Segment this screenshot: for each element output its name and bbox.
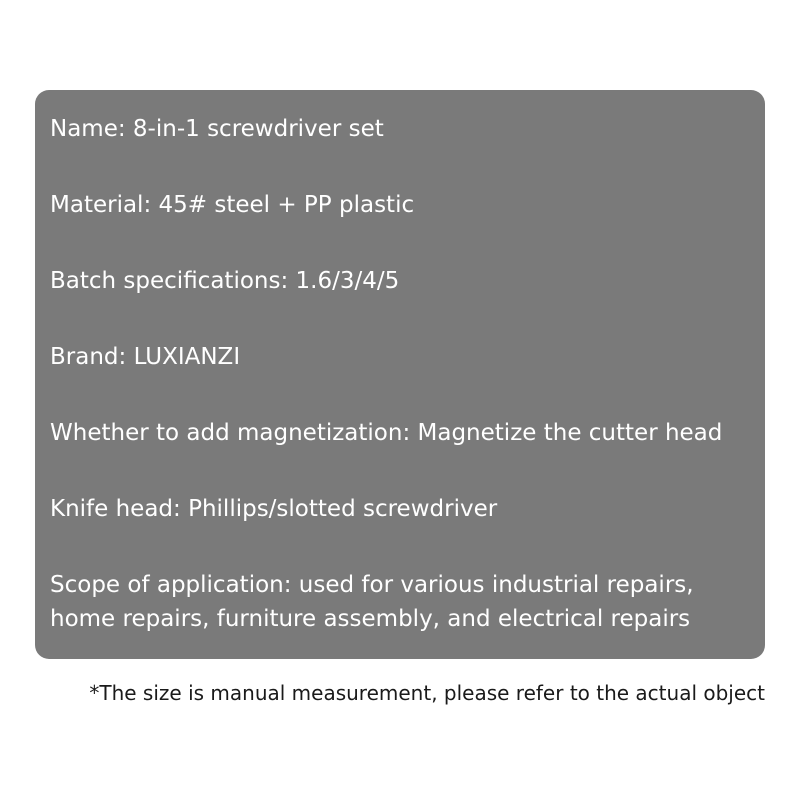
spec-name-label: Name xyxy=(50,116,118,142)
spec-brand: Brand: LUXIANZI xyxy=(50,344,241,370)
spec-batch-label: Batch specifications xyxy=(50,268,281,294)
spec-batch-value: 1.6/3/4/5 xyxy=(295,268,400,294)
size-disclaimer-footnote: *The size is manual measurement, please refer to the actual object xyxy=(89,681,765,705)
spec-scope-value: used for various industrial repairs, xyxy=(298,572,694,598)
spec-scope-continued xyxy=(50,602,755,636)
spec-brand-value: LUXIANZI xyxy=(133,344,241,370)
spec-name-value: 8-in-1 screwdriver set xyxy=(132,116,384,142)
spec-brand-label: Brand xyxy=(50,344,119,370)
spec-batch: Batch specifications: 1.6/3/4/5 xyxy=(50,268,400,294)
spec-scope-value-line2: home repairs, furniture assembly, and electrical repairs xyxy=(50,606,691,632)
spec-panel xyxy=(35,90,765,659)
spec-name: Name: 8-in-1 screwdriver set xyxy=(50,116,384,142)
spec-knife-head-label: Knife head xyxy=(50,496,174,522)
spec-knife-head: Knife head: Phillips/slotted screwdriver xyxy=(50,496,498,522)
spec-magnetization: Whether to add magnetization: Magnetize the cutter head xyxy=(50,420,723,446)
spec-scope: Scope of application: used for various industrial repairs, xyxy=(50,572,694,598)
spec-material-value: 45# steel + PP plastic xyxy=(158,192,415,218)
spec-magnetization-value: Magnetize the cutter head xyxy=(417,420,723,446)
spec-material-label: Material xyxy=(50,192,144,218)
spec-magnetization-label: Whether to add magnetization xyxy=(50,420,403,446)
spec-material: Material: 45# steel + PP plastic xyxy=(50,192,415,218)
spec-knife-head-value: Phillips/slotted screwdriver xyxy=(188,496,498,522)
spec-scope-label: Scope of application xyxy=(50,572,284,598)
